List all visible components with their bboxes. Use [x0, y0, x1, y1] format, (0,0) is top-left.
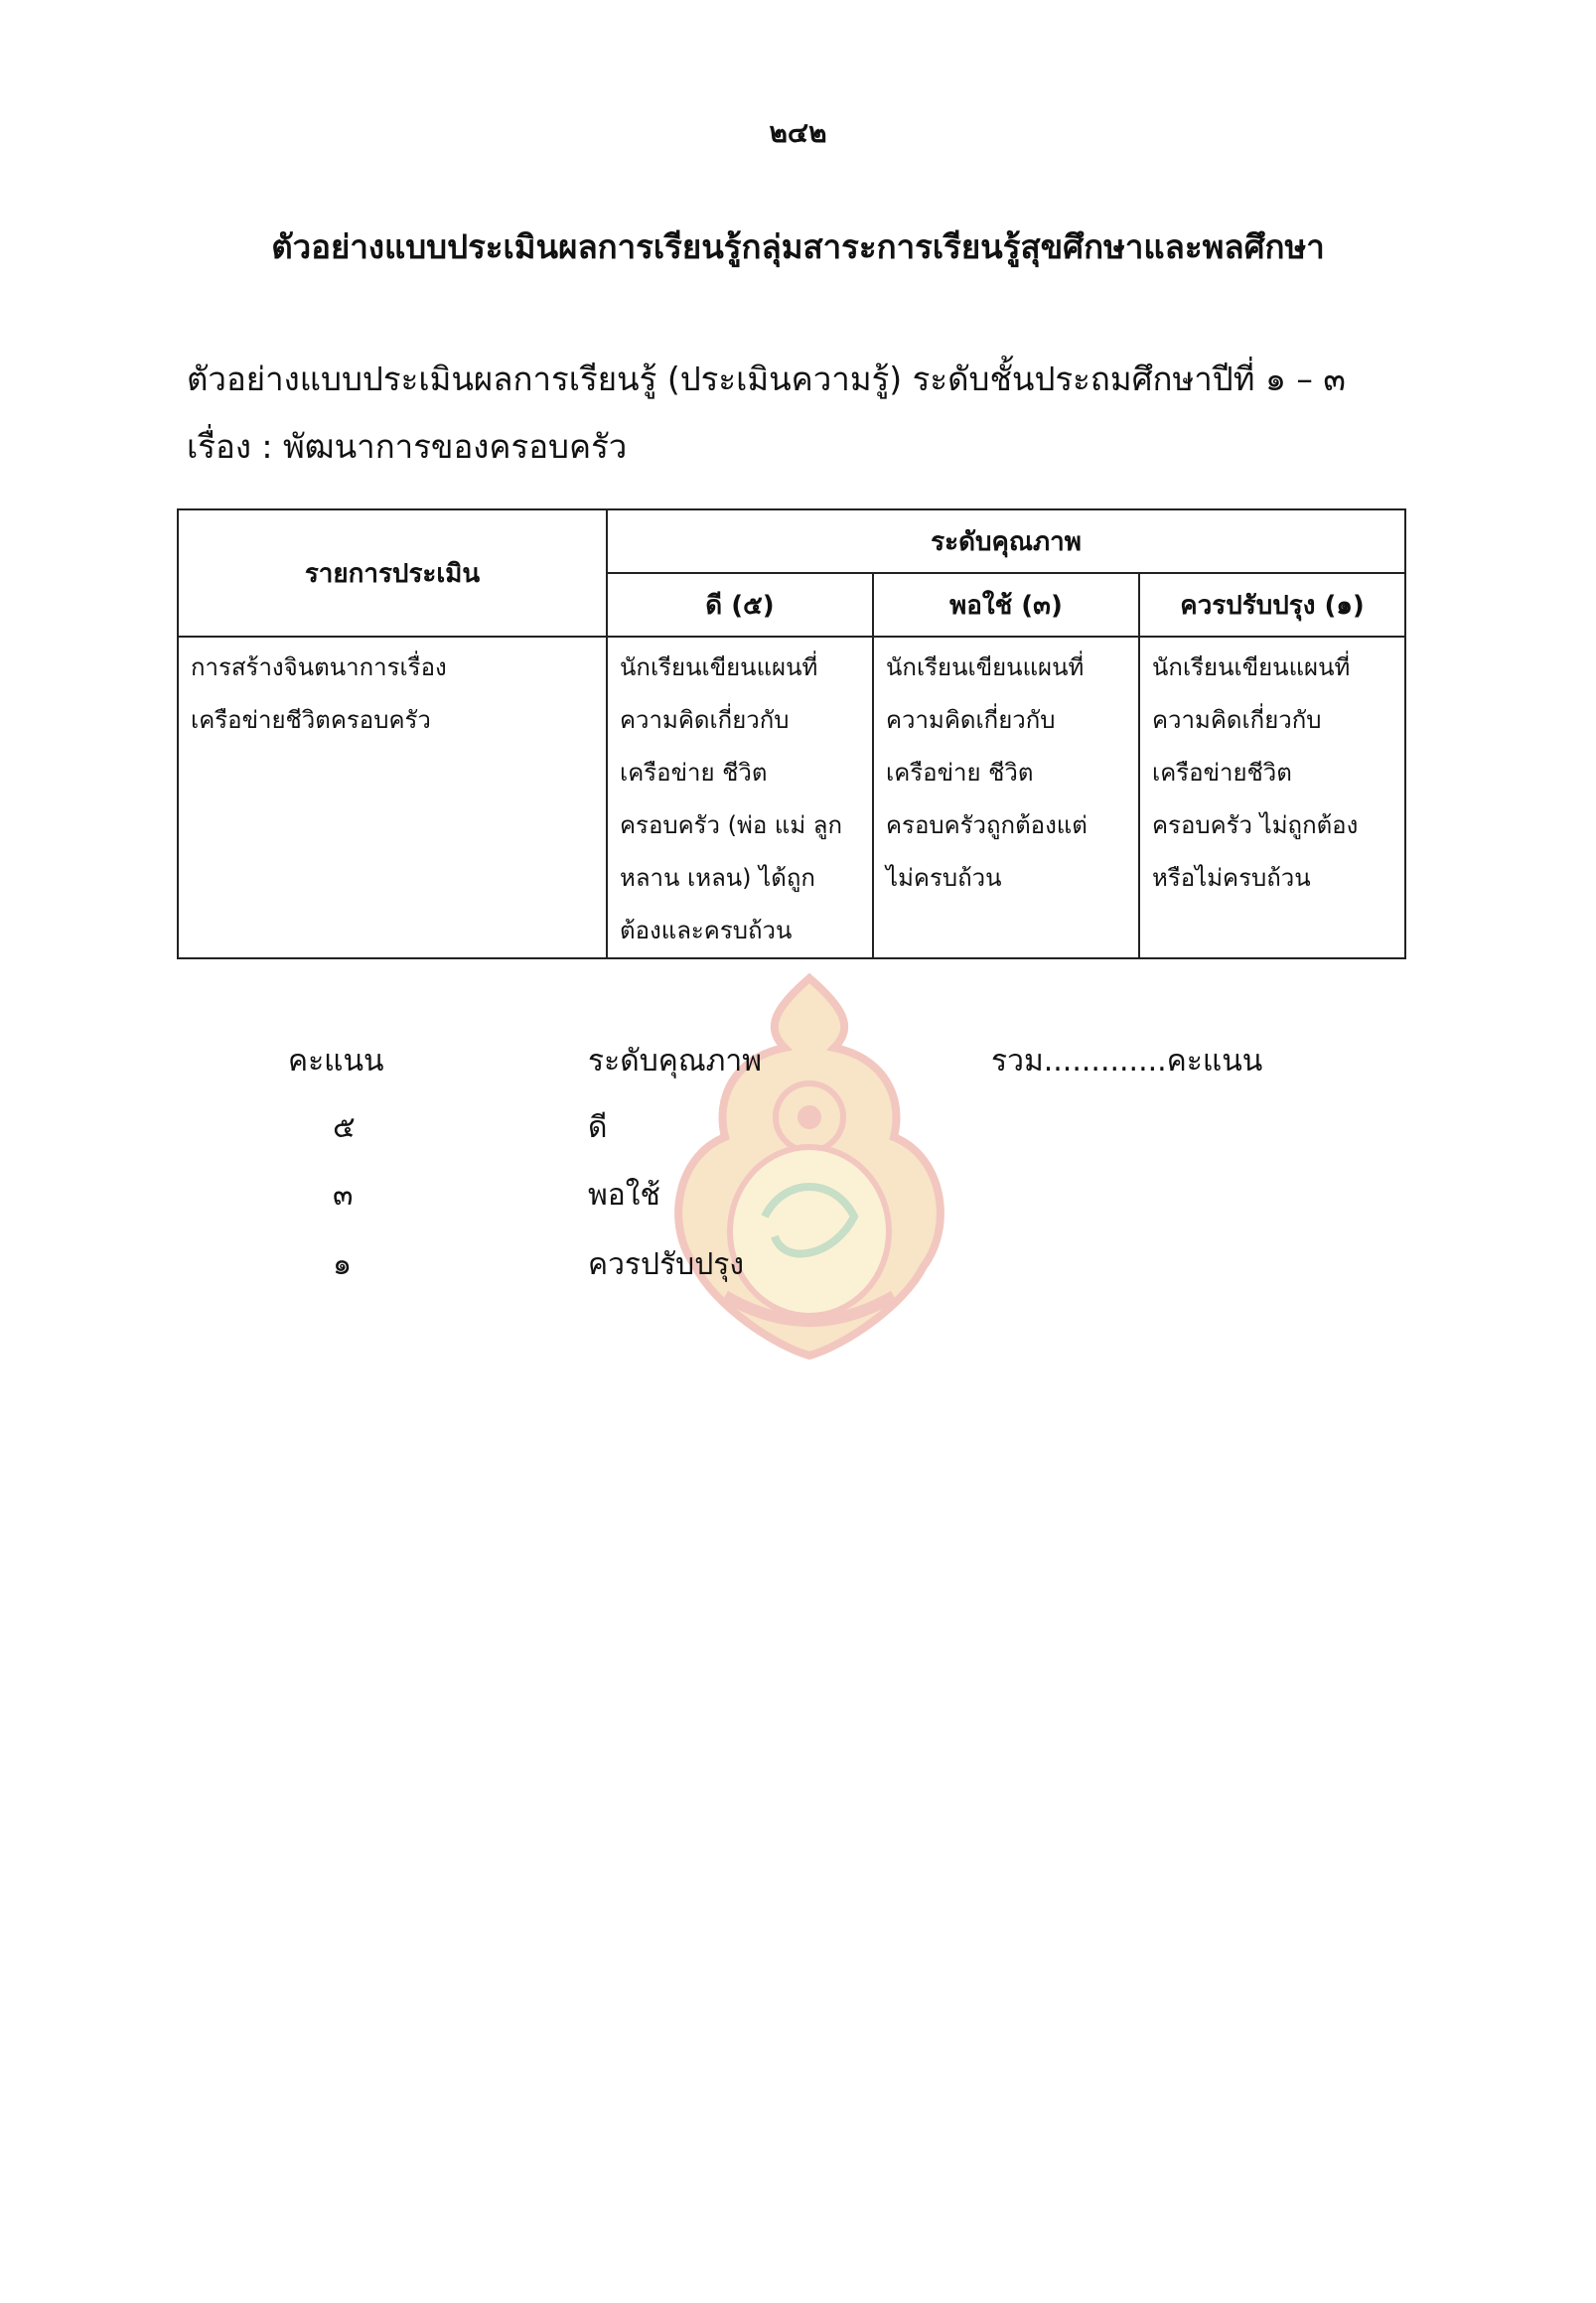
fair-line: นักเรียนเขียนแผนที่	[886, 653, 1085, 681]
legend-quality: ดี	[588, 1110, 608, 1145]
improve-description-cell	[1139, 637, 1405, 958]
improve-line: ความคิดเกี่ยวกับ	[1152, 706, 1322, 734]
legend-score-header: คะแนน	[288, 1044, 384, 1079]
level-fair-header: พอใช้ (๓)	[873, 573, 1139, 637]
legend-score: ๓	[333, 1178, 354, 1213]
topic-line	[187, 420, 627, 473]
good-line: หลาน เหลน) ได้ถูก	[620, 864, 815, 892]
level-improve-header: ควรปรับปรุง (๑)	[1139, 573, 1405, 637]
criteria-cell	[178, 637, 607, 958]
good-line: ครอบครัว (พ่อ แม่ ลูก	[620, 811, 843, 839]
topic-name: พัฒนาการของครอบครัว	[283, 427, 628, 466]
fair-description-cell	[873, 637, 1139, 958]
table-row	[178, 637, 1405, 958]
legend-score: ๑	[333, 1247, 353, 1282]
good-line: ความคิดเกี่ยวกับ	[620, 706, 790, 734]
assessment-subtitle: ตัวอย่างแบบประเมินผลการเรียนรู้ (ประเมินความรู้) ระดับชั้นประถมศึกษาปีที่ ๑ – ๓	[187, 360, 1346, 398]
improve-line: เครือข่ายชีวิต	[1152, 759, 1292, 787]
criteria-line: การสร้างจินตนาการเรื่อง	[191, 653, 447, 681]
legend-total-line: รวม.............คะแนน	[991, 1044, 1263, 1079]
assessment-rubric-table	[177, 508, 1406, 959]
topic-prefix: เรื่อง :	[187, 427, 284, 466]
level-good-header: ดี (๕)	[607, 573, 873, 637]
legend-quality: พอใช้	[588, 1178, 660, 1213]
legend-score: ๕	[333, 1110, 356, 1145]
improve-line: ครอบครัว ไม่ถูกต้อง	[1152, 811, 1359, 839]
good-description-cell	[607, 637, 873, 958]
quality-level-header: ระดับคุณภาพ	[607, 509, 1405, 573]
good-line: นักเรียนเขียนแผนที่	[620, 653, 818, 681]
improve-line: นักเรียนเขียนแผนที่	[1152, 653, 1351, 681]
good-line: ต้องและครบถ้วน	[620, 917, 793, 944]
legend-quality: ควรปรับปรุง	[588, 1247, 745, 1282]
seal-watermark-icon	[655, 968, 963, 1366]
fair-line: ความคิดเกี่ยวกับ	[886, 706, 1056, 734]
fair-line: ครอบครัวถูกต้องแต่	[886, 811, 1088, 839]
document-title: ตัวอย่างแบบประเมินผลการเรียนรู้กลุ่มสาระการเรียนรู้สุขศึกษาและพลศึกษา	[271, 227, 1325, 266]
page-number: ๒๔๒	[769, 116, 827, 149]
criteria-header: รายการประเมิน	[178, 509, 607, 637]
fair-line: เครือข่าย ชีวิต	[886, 759, 1034, 787]
good-line: เครือข่าย ชีวิต	[620, 759, 768, 787]
improve-line: หรือไม่ครบถ้วน	[1152, 864, 1311, 892]
criteria-line: เครือข่ายชีวิตครอบครัว	[191, 706, 431, 734]
legend-quality-header: ระดับคุณภาพ	[588, 1044, 763, 1079]
fair-line: ไม่ครบถ้วน	[886, 864, 1002, 892]
